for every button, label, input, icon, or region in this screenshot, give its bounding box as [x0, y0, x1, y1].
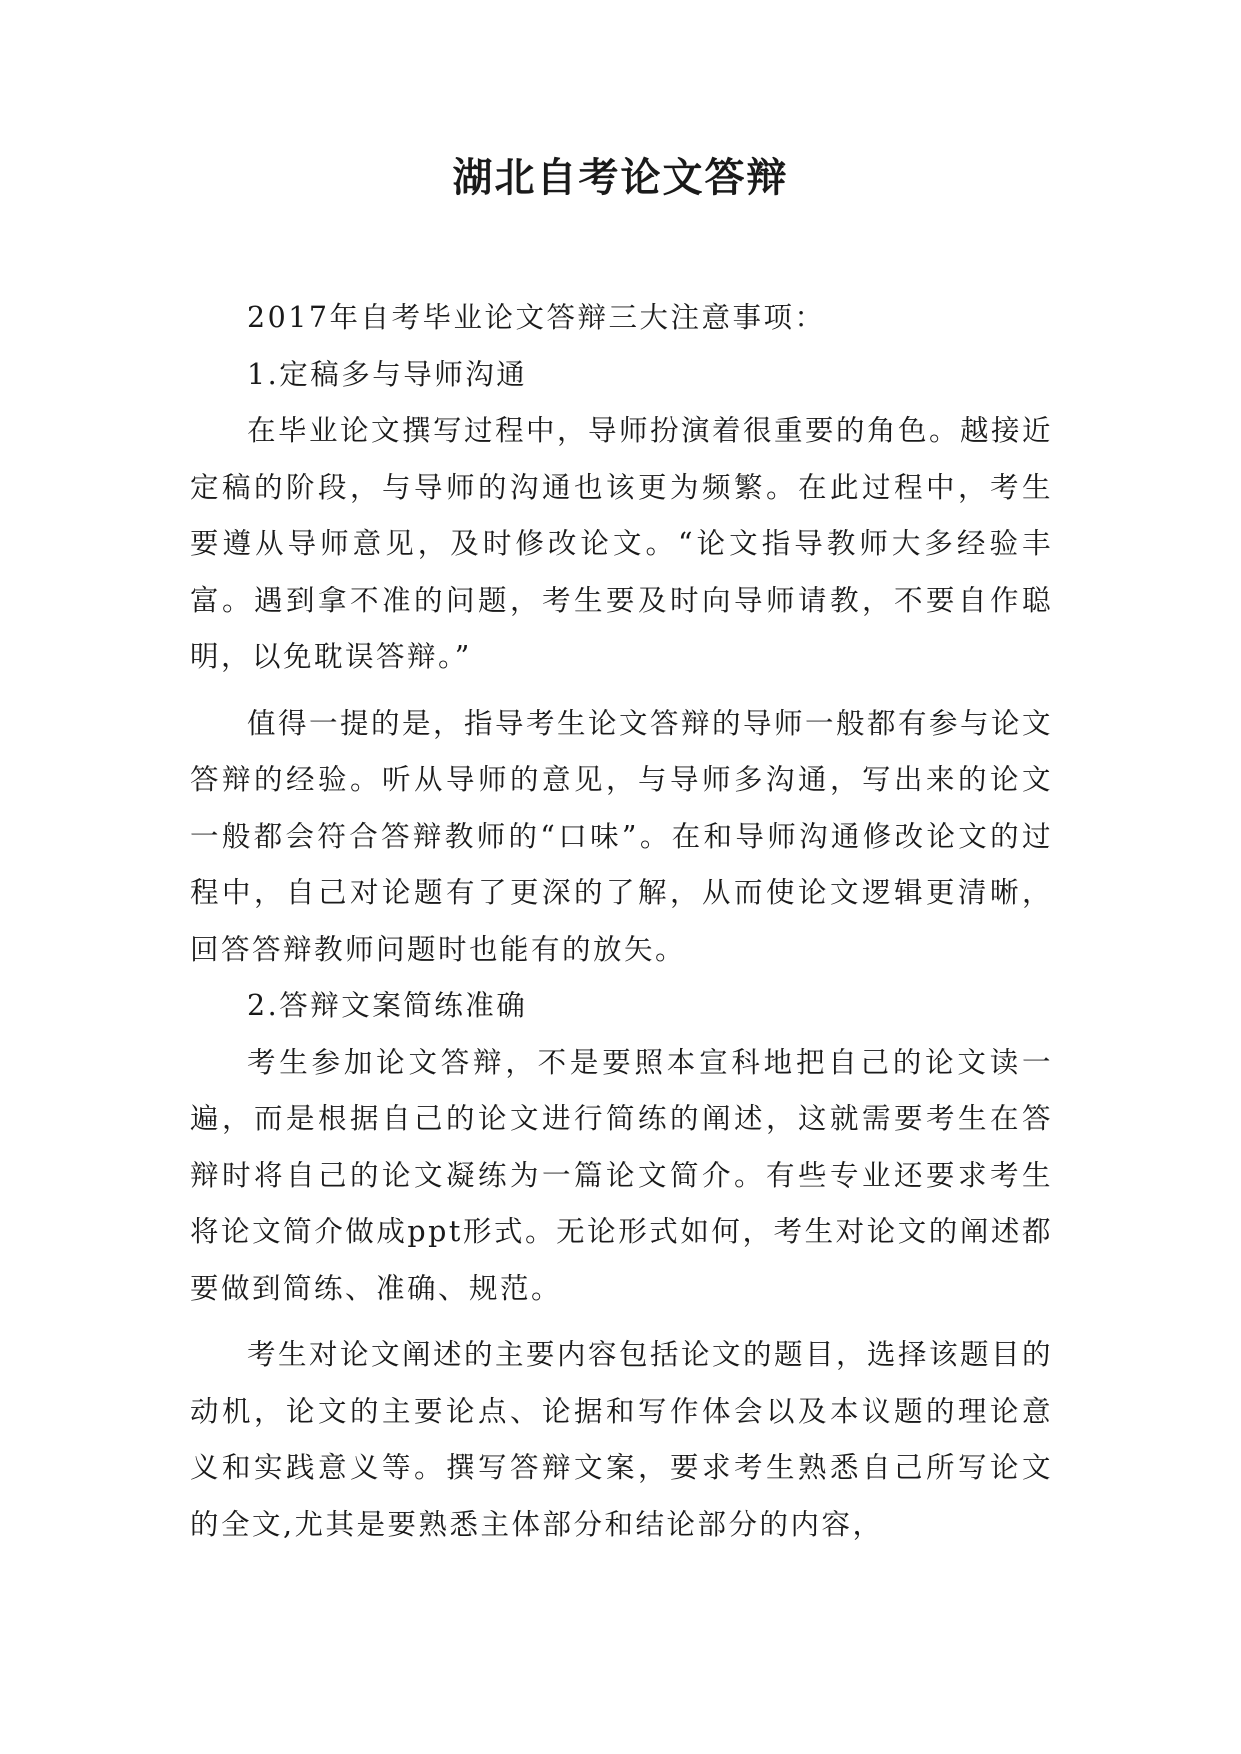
paragraph: 值得一提的是，指导考生论文答辩的导师一般都有参与论文答辩的经验。听从导师的意见，与导师多沟通，写出来的论文一般都会符合答辩教师的“口味”。在和导师沟通修改论文的过程中，自己对论题有了更深的了解，从而使论文逻辑更清晰，回答答辩教师问题时也能有的放矢。: [190, 706, 1054, 966]
paragraph: 考生对论文阐述的主要内容包括论文的题目，选择该题目的动机，论文的主要论点、论据和写作体会以及本议题的理论意义和实践意义等。撰写答辩文案，要求考生熟悉自己所写论文的全文,尤其是要熟悉主体部分和结论部分的内容，: [190, 1338, 1054, 1541]
intro-line: 2017年自考毕业论文答辩三大注意事项：: [247, 301, 826, 334]
section-heading-1: 1.定稿多与导师沟通: [247, 357, 528, 391]
paragraph: 在毕业论文撰写过程中，导师扮演着很重要的角色。越接近定稿的阶段，与导师的沟通也该更为频繁。在此过程中，考生要遵从导师意见，及时修改论文。“论文指导教师大多经验丰富。遇到拿不准的问题，考生要及时向导师请教，不要自作聪明，以免耽误答辩。”: [190, 414, 1054, 673]
paragraph: 考生参加论文答辩，不是要照本宣科地把自己的论文读一遍，而是根据自己的论文进行简练的阐述，这就需要考生在答辩时将自己的论文凝练为一篇论文简介。有些专业还要求考生将论文简介做成ppt形式。无论形式如何，考生对论文的阐述都要做到简练、准确、规范。: [190, 1045, 1053, 1305]
document-title: 湖北自考论文答辩: [452, 155, 789, 201]
document-body: [190, 290, 1053, 1553]
section-heading-2: 2.答辩文案简练准确: [247, 989, 528, 1022]
